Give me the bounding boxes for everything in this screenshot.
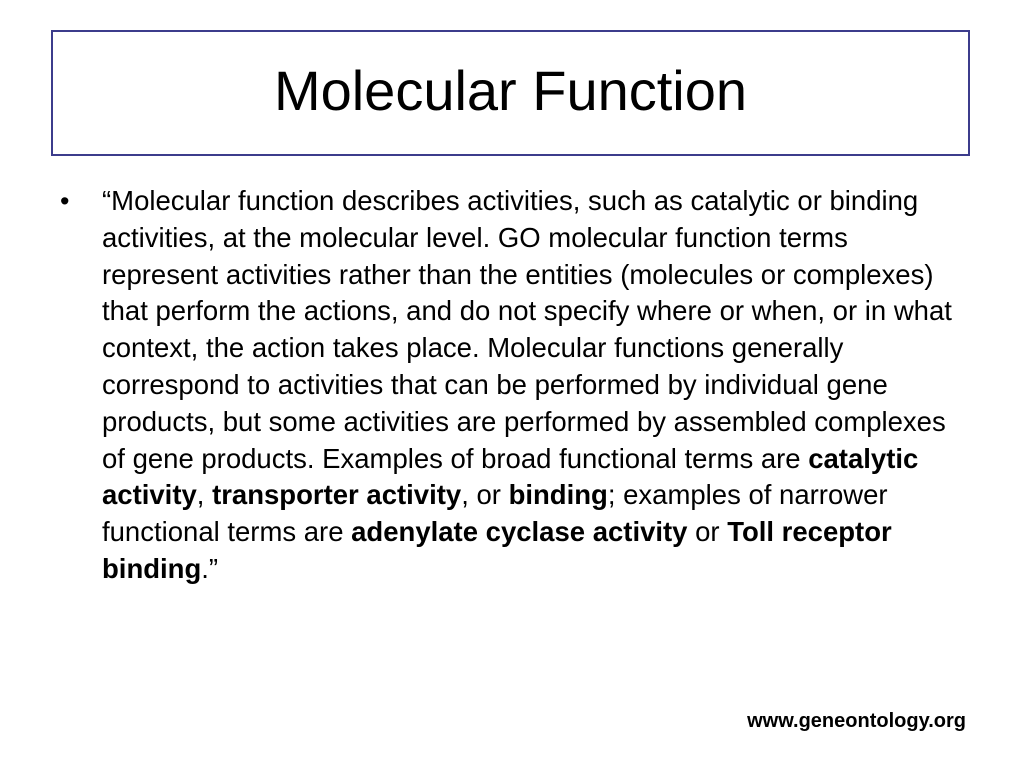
bullet-marker: •: [60, 186, 70, 216]
slide-title-box: [51, 30, 970, 156]
separator: , or: [461, 479, 509, 511]
separator: or: [687, 516, 728, 548]
bullet-text-segment: “Molecular function describes activities, such as catalytic or binding activities, at the molecular level. GO molecular function terms represent activities rather than the entities (molecules or complexes) that perform the actions, and do not specify where or when, or in what context, the action takes place. Molecular functions generally correspond to activities that can be performed by individual gene products, but some activities are performed by assembled complexes of gene products. Examples of broad functional terms are: [102, 185, 952, 474]
bullet-text-segment: ; examples of narrower functional terms are: [102, 479, 888, 548]
term-binding: binding: [508, 479, 608, 511]
term-transporter-activity: transporter activity: [212, 479, 462, 511]
term-catalytic-activity: catalytic activity: [102, 442, 919, 511]
term-adenylate-cyclase-activity: adenylate cyclase activity: [351, 516, 688, 548]
separator: ,: [196, 479, 213, 511]
footer-url: www.geneontology.org: [747, 710, 966, 732]
quote-end: .”: [201, 552, 219, 584]
bullet-text: [102, 183, 968, 588]
term-toll-receptor-binding: Toll receptor binding: [102, 516, 892, 584]
bullet-item: [58, 183, 968, 588]
slide-title: Molecular Function: [273, 59, 748, 122]
